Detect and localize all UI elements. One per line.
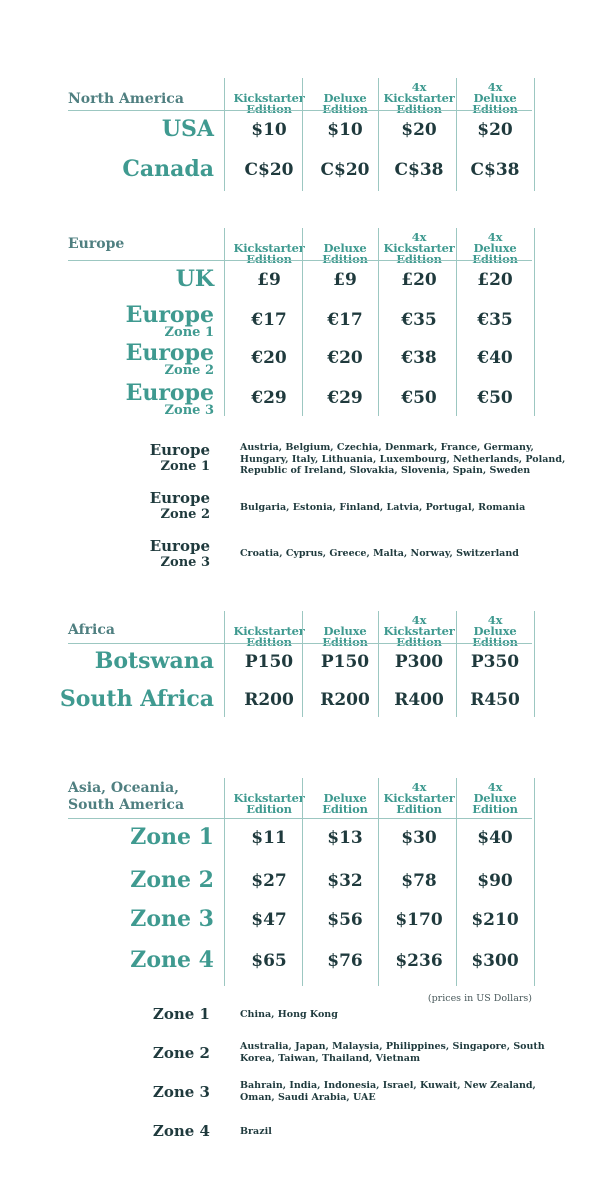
- price-cell: R200: [244, 690, 294, 710]
- zone-list-name: Zone 3: [152, 1083, 210, 1101]
- row-label: [130, 908, 214, 930]
- column-header-line1: 4x: [487, 230, 503, 244]
- price-cell: €35: [401, 310, 437, 330]
- row-label-main: Botswana: [94, 648, 214, 674]
- price-cell: C$38: [394, 160, 444, 180]
- price-cell: £9: [257, 270, 281, 290]
- zone-list-label: [153, 1006, 210, 1023]
- column-header-line2: Kickstarter: [383, 624, 455, 638]
- zone-list-name: Zone 2: [152, 1044, 210, 1062]
- price-cell: $56: [327, 910, 363, 930]
- header-divider: [68, 643, 532, 644]
- zone-list-name: Europe: [149, 441, 210, 459]
- price-cell: $13: [327, 828, 363, 848]
- price-cell: $90: [477, 871, 513, 891]
- price-cell: €40: [477, 348, 513, 368]
- price-cell: C$38: [470, 160, 520, 180]
- column-header-line3: Edition: [396, 252, 442, 266]
- column-header-line2: Deluxe: [473, 791, 517, 805]
- column-header-line1: 4x: [411, 613, 427, 627]
- price-cell: $20: [401, 120, 437, 140]
- price-cell: £20: [401, 270, 437, 290]
- price-cell: €50: [401, 388, 437, 408]
- price-cell: $40: [477, 828, 513, 848]
- price-cell: £20: [477, 270, 513, 290]
- price-cell: €29: [251, 388, 287, 408]
- column-header-line2: Deluxe: [323, 91, 367, 105]
- row-label: [176, 268, 214, 290]
- zone-list-label: [153, 1084, 210, 1101]
- price-cell: €17: [251, 310, 287, 330]
- column-divider: [224, 78, 225, 191]
- row-label-main: Europe: [125, 380, 214, 406]
- price-cell: €20: [327, 348, 363, 368]
- price-cell: $10: [327, 120, 363, 140]
- column-header-line3: Edition: [246, 802, 292, 816]
- column-header-line1: 4x: [411, 230, 427, 244]
- zone-list-name: Zone 4: [152, 1122, 210, 1140]
- row-label: [126, 342, 214, 378]
- column-header-line2: Deluxe: [323, 791, 367, 805]
- zone-list-name: Zone 1: [152, 1005, 210, 1023]
- price-cell: €20: [251, 348, 287, 368]
- column-header-line3: Edition: [396, 635, 442, 649]
- zone-list-name: Europe: [149, 489, 210, 507]
- currency-note: (prices in US Dollars): [427, 993, 532, 1004]
- price-cell: $170: [395, 910, 443, 930]
- column-divider: [534, 228, 535, 416]
- column-header-line2: Deluxe: [473, 241, 517, 255]
- africa-section: [0, 603, 600, 721]
- price-cell: R450: [470, 690, 520, 710]
- row-label-main: UK: [175, 266, 214, 292]
- price-cell: $20: [477, 120, 513, 140]
- column-header-line3: Edition: [246, 252, 292, 266]
- column-divider: [224, 611, 225, 717]
- row-label-zone: Zone 3: [164, 403, 214, 418]
- column-header-line1: 4x: [411, 780, 427, 794]
- row-label: [126, 382, 214, 418]
- zone-list-label: [150, 538, 210, 570]
- column-header: [456, 782, 534, 815]
- column-header-line3: Edition: [322, 102, 368, 116]
- row-label-main: USA: [161, 116, 214, 142]
- price-cell: £9: [333, 270, 357, 290]
- row-label-zone: Zone 1: [164, 325, 214, 340]
- column-header-line2: Kickstarter: [383, 791, 455, 805]
- zone-list-number: Zone 1: [160, 459, 210, 474]
- column-header-line3: Edition: [396, 102, 442, 116]
- africa-title: Africa: [68, 622, 115, 638]
- row-label: [60, 688, 214, 710]
- column-header-line2: Kickstarter: [233, 241, 305, 255]
- column-header-line3: Edition: [472, 102, 518, 116]
- price-cell: $27: [251, 871, 287, 891]
- column-header: [230, 782, 308, 815]
- zone-country-list: Brazil: [240, 1126, 272, 1137]
- column-header-line3: Edition: [322, 802, 368, 816]
- row-label-main: Canada: [122, 156, 214, 182]
- column-divider: [534, 778, 535, 986]
- row-label-main: Europe: [125, 340, 214, 366]
- column-header-line2: Deluxe: [473, 624, 517, 638]
- price-cell: €35: [477, 310, 513, 330]
- zone-country-list: Bulgaria, Estonia, Finland, Latvia, Portugal, Romania: [240, 502, 526, 513]
- price-cell: $10: [251, 120, 287, 140]
- zone-list-label: [150, 490, 210, 522]
- zone-list-number: Zone 3: [160, 555, 210, 570]
- column-header-line1: 4x: [487, 80, 503, 94]
- price-cell: $32: [327, 871, 363, 891]
- column-divider: [224, 228, 225, 416]
- europe-section: [0, 220, 600, 420]
- column-header-line2: Kickstarter: [233, 624, 305, 638]
- column-header-line2: Kickstarter: [233, 91, 305, 105]
- row-label-main: South Africa: [59, 686, 214, 712]
- column-divider: [534, 611, 535, 717]
- price-cell: $210: [471, 910, 519, 930]
- column-header-line3: Edition: [246, 102, 292, 116]
- row-label: [130, 869, 214, 891]
- price-cell: $47: [251, 910, 287, 930]
- column-divider: [224, 778, 225, 986]
- row-label: [122, 158, 214, 180]
- zone-country-list: Croatia, Cyprus, Greece, Malta, Norway, Switzerland: [240, 548, 519, 559]
- column-divider: [534, 78, 535, 191]
- column-header-line3: Edition: [472, 635, 518, 649]
- column-header-line2: Deluxe: [473, 91, 517, 105]
- europe-title: Europe: [68, 236, 125, 252]
- price-cell: P350: [470, 652, 520, 672]
- row-label: [126, 304, 214, 340]
- column-header-line1: 4x: [487, 780, 503, 794]
- price-cell: P150: [320, 652, 370, 672]
- price-cell: €29: [327, 388, 363, 408]
- column-header-line3: Edition: [472, 252, 518, 266]
- price-cell: $11: [251, 828, 287, 848]
- price-cell: $65: [251, 951, 287, 971]
- row-label-main: Zone 3: [130, 906, 214, 932]
- price-cell: $236: [395, 951, 443, 971]
- price-cell: €17: [327, 310, 363, 330]
- row-label: [162, 118, 214, 140]
- column-header-line3: Edition: [322, 252, 368, 266]
- price-cell: €50: [477, 388, 513, 408]
- column-header-line2: Deluxe: [323, 241, 367, 255]
- column-header: [380, 782, 458, 815]
- zone-list-label: [153, 1123, 210, 1140]
- zone-country-list: Bahrain, India, Indonesia, Israel, Kuwait, New Zealand, Oman, Saudi Arabia, UAE: [240, 1080, 536, 1103]
- price-cell: €38: [401, 348, 437, 368]
- price-cell: P300: [394, 652, 444, 672]
- column-header-line2: Kickstarter: [233, 791, 305, 805]
- price-cell: C$20: [244, 160, 294, 180]
- row-label-main: Zone 1: [130, 824, 214, 850]
- row-label: [130, 949, 214, 971]
- column-header-line3: Edition: [322, 635, 368, 649]
- column-header-line3: Edition: [396, 802, 442, 816]
- price-cell: $78: [401, 871, 437, 891]
- price-cell: $300: [471, 951, 519, 971]
- header-divider: [68, 260, 532, 261]
- column-header-line3: Edition: [246, 635, 292, 649]
- zone-country-list: Austria, Belgium, Czechia, Denmark, France, Germany, Hungary, Italy, Lithuania, Luxembourg, Netherlands, Poland, Republic of Ireland, Slovakia, Slovenia, Spain, Sweden: [240, 442, 566, 476]
- north_america-title: North America: [68, 91, 184, 107]
- column-header-line2: Kickstarter: [383, 91, 455, 105]
- zone-country-list: Australia, Japan, Malaysia, Philippines, Singapore, South Korea, Taiwan, Thailand, Vietnam: [240, 1041, 545, 1064]
- price-cell: C$20: [320, 160, 370, 180]
- price-cell: $76: [327, 951, 363, 971]
- row-label-zone: Zone 2: [164, 363, 214, 378]
- header-divider: [68, 818, 532, 819]
- price-cell: P150: [244, 652, 294, 672]
- column-header-line2: Deluxe: [323, 624, 367, 638]
- row-label: [95, 650, 214, 672]
- column-header-line2: Kickstarter: [383, 241, 455, 255]
- zone-list-label: [150, 442, 210, 474]
- asia-title: Asia, Oceania, South America: [68, 780, 185, 813]
- asia-section: [0, 770, 600, 990]
- row-label: [130, 826, 214, 848]
- column-header-line1: 4x: [487, 613, 503, 627]
- column-header-line3: Edition: [472, 802, 518, 816]
- row-label-main: Zone 2: [130, 867, 214, 893]
- north_america-section: [0, 70, 600, 195]
- zone-list-number: Zone 2: [160, 507, 210, 522]
- row-label-main: Zone 4: [130, 947, 214, 973]
- zone-list-name: Europe: [149, 537, 210, 555]
- price-cell: R400: [394, 690, 444, 710]
- price-cell: R200: [320, 690, 370, 710]
- zone-country-list: China, Hong Kong: [240, 1009, 338, 1020]
- zone-list-label: [153, 1045, 210, 1062]
- row-label-main: Europe: [125, 302, 214, 328]
- column-header-line1: 4x: [411, 80, 427, 94]
- column-header: [306, 782, 384, 815]
- price-cell: $30: [401, 828, 437, 848]
- header-divider: [68, 110, 532, 111]
